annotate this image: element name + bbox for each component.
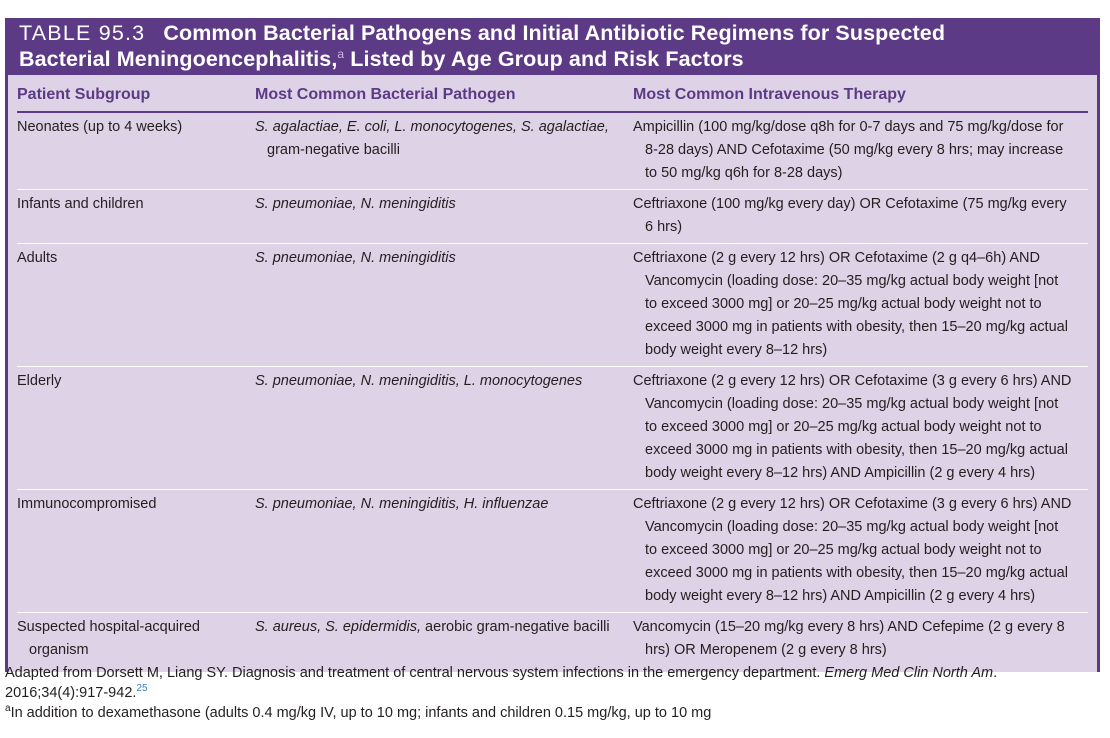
therapy-cell: Vancomycin (15–20 mg/kg every 8 hrs) AND Cefepime (2 g every 8 hrs) OR Meropenem (2 g every 8 hrs): [633, 619, 1065, 658]
citation-details: . 2016;34(4):917-942.: [5, 665, 998, 701]
table-title-line1: [19, 21, 945, 46]
table-title-text-2a: Bacterial Meningoencephalitis,: [19, 47, 338, 71]
pathogen-italic: S. pneumoniae, N. meningiditis, L. monocytogenes: [255, 373, 583, 389]
citation-journal: Emerg Med Clin North Am: [824, 665, 994, 681]
citation-text: Adapted from Dorsett M, Liang SY. Diagnosis and treatment of central nervous system infections in the emergency department.: [5, 665, 825, 681]
pathogen-italic: S. pneumoniae, N. meningiditis, H. influenzae: [255, 496, 549, 512]
table-row: [17, 367, 1088, 490]
pathogen-cell: [255, 247, 633, 362]
column-header-subgroup: Patient Subgroup: [17, 86, 151, 103]
pathogen-italic: S. pneumoniae, N. meningiditis: [255, 196, 456, 212]
pathogen-italic: S. pneumoniae, N. meningiditis: [255, 250, 456, 266]
table-row: [17, 113, 1088, 190]
therapy-cell: Ceftriaxone (100 mg/kg every day) OR Cefotaxime (75 mg/kg every 6 hrs): [633, 196, 1067, 235]
source-citation: [5, 663, 1100, 703]
table-row: [17, 244, 1088, 367]
footnote-marker: a: [5, 703, 11, 715]
pathogen-cell: [255, 370, 633, 485]
therapy-cell: Ceftriaxone (2 g every 12 hrs) OR Cefotaxime (2 g q4–6h) AND Vancomycin (loading dose: 20–35 mg/kg actual body weight [not to exceed 3000 mg] or 20–25 mg/kg actual body weight not to exceed 3000 mg in patients with obesity, then 15–20 mg/kg actual body weight every 8–12 hrs): [633, 250, 1068, 358]
table-title-line2: [19, 47, 744, 72]
table-title-bar: [5, 18, 1100, 75]
pathogen-plain: aerobic gram-negative bacilli: [421, 619, 610, 635]
pathogen-cell: [255, 493, 633, 608]
table-number: TABLE 95.3: [19, 21, 146, 45]
therapy-cell: Ampicillin (100 mg/kg/dose q8h for 0-7 days and 75 mg/kg/dose for 8-28 days) AND Cefotaxime (50 mg/kg every 8 hrs; may increase to 50 mg/kg q6h for 8-28 days): [633, 119, 1064, 181]
subgroup-cell: Neonates (up to 4 weeks): [17, 119, 183, 135]
table-row: [17, 490, 1088, 613]
pathogen-italic: S. aureus, S. epidermidis,: [255, 619, 422, 635]
table-title-text-2b: Listed by Age Group and Risk Factors: [344, 47, 744, 71]
table-footnotes: [5, 663, 1100, 723]
subgroup-cell: Adults: [17, 250, 58, 266]
subgroup-cell: Elderly: [17, 373, 62, 389]
footnote-a: [5, 703, 1100, 723]
pathogen-cell: [255, 616, 633, 662]
pathogen-italic: S. agalactiae, E. coli, L. monocytogenes, S. agalactiae,: [255, 119, 609, 135]
table-body: [5, 75, 1100, 672]
pathogen-plain: gram-negative bacilli: [267, 142, 400, 158]
column-header-therapy: Most Common Intravenous Therapy: [633, 86, 906, 103]
table-row: [17, 190, 1088, 244]
footnote-text: In addition to dexamethasone (adults 0.4 mg/kg IV, up to 10 mg; infants and children 0.15 mg/kg, up to 10 mg: [10, 705, 712, 721]
reference-link[interactable]: 25: [136, 683, 148, 695]
subgroup-cell: Suspected hospital-acquired organism: [17, 619, 200, 658]
table-row: [17, 613, 1088, 666]
therapy-cell: Ceftriaxone (2 g every 12 hrs) OR Cefotaxime (3 g every 6 hrs) AND Vancomycin (loading dose: 20–35 mg/kg actual body weight [not to exceed 3000 mg] or 20–25 mg/kg actual body weight not to exceed 3000 mg in patients with obesity, then 15–20 mg/kg actual body weight every 8–12 hrs) AND Ampicillin (2 g every 4 hrs): [633, 496, 1072, 604]
subgroup-cell: Infants and children: [17, 196, 144, 212]
subgroup-cell: Immunocompromised: [17, 496, 157, 512]
table-container: [5, 18, 1100, 672]
title-footnote-marker: a: [337, 46, 345, 61]
table-title-text: Common Bacterial Pathogens and Initial Antibiotic Regimens for Suspected: [163, 21, 946, 45]
therapy-cell: Ceftriaxone (2 g every 12 hrs) OR Cefotaxime (3 g every 6 hrs) AND Vancomycin (loading dose: 20–35 mg/kg actual body weight [not to exceed 3000 mg] or 20–25 mg/kg actual body weight not to exceed 3000 mg in patients with obesity, then 15–20 mg/kg actual body weight every 8–12 hrs) AND Ampicillin (2 g every 4 hrs): [633, 373, 1072, 481]
column-header-row: [17, 75, 1088, 113]
pathogen-cell: [255, 116, 633, 185]
pathogen-cell: [255, 193, 633, 239]
column-header-pathogen: Most Common Bacterial Pathogen: [255, 86, 516, 103]
